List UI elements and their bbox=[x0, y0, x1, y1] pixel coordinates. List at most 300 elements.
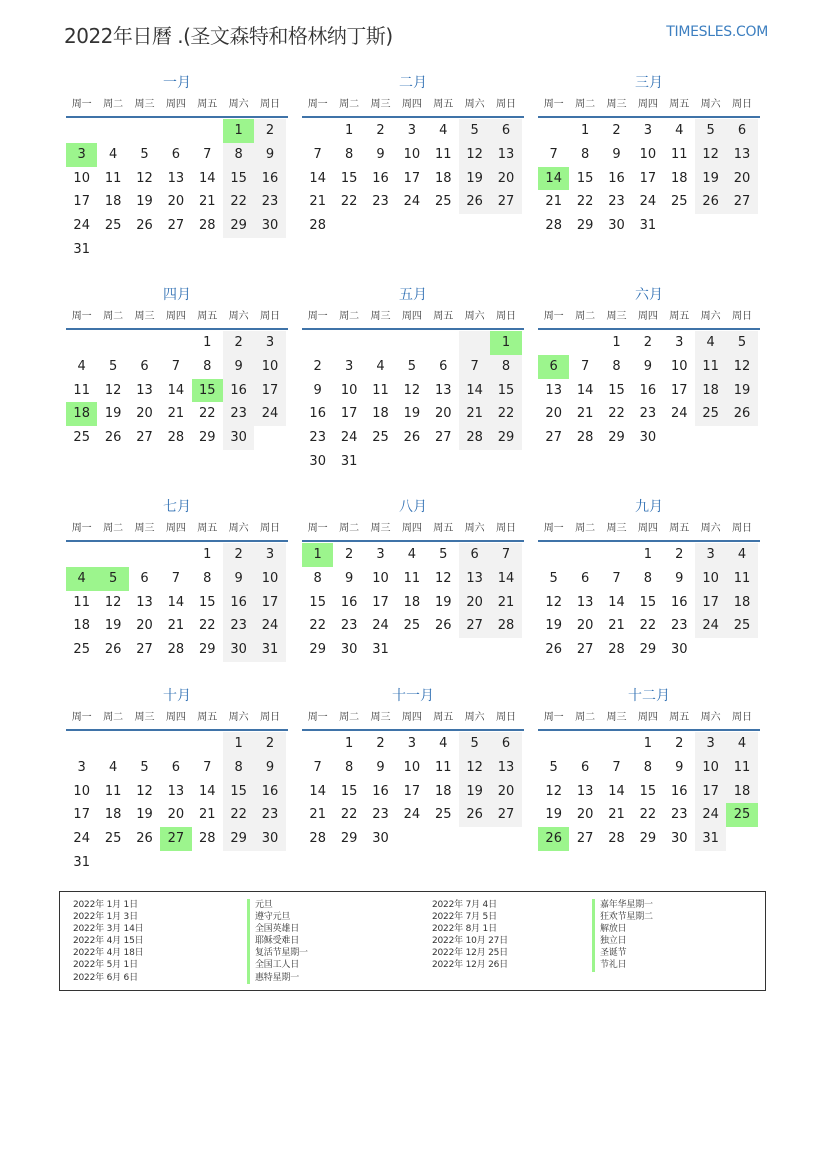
day-cell[interactable]: 21 bbox=[608, 807, 625, 823]
day-cell[interactable]: 10 bbox=[695, 567, 726, 591]
day-cell[interactable]: 10 bbox=[340, 382, 358, 398]
day-cell[interactable]: 25 bbox=[434, 807, 452, 823]
day-cell[interactable]: 29 bbox=[223, 827, 254, 851]
day-cell[interactable]: 17 bbox=[695, 780, 726, 804]
day-cell[interactable]: 13 bbox=[576, 594, 594, 610]
day-cell[interactable]: 12 bbox=[695, 143, 726, 167]
day-cell[interactable]: 28 bbox=[198, 218, 216, 234]
day-cell[interactable]: 7 bbox=[612, 570, 621, 586]
day-cell[interactable]: 22 bbox=[639, 807, 657, 823]
day-cell[interactable]: 1 bbox=[302, 543, 333, 567]
day-cell[interactable]: 16 bbox=[340, 594, 358, 610]
day-cell[interactable]: 4 bbox=[77, 358, 86, 374]
day-cell[interactable]: 11 bbox=[403, 570, 421, 586]
day-cell[interactable]: 29 bbox=[198, 642, 216, 658]
day-cell[interactable]: 10 bbox=[73, 170, 90, 186]
day-cell[interactable]: 16 bbox=[670, 594, 688, 610]
day-cell[interactable]: 28 bbox=[167, 642, 185, 658]
day-cell[interactable]: 6 bbox=[459, 543, 490, 567]
day-cell[interactable]: 25 bbox=[104, 218, 122, 234]
day-cell[interactable]: 22 bbox=[309, 618, 326, 634]
day-cell[interactable]: 15 bbox=[223, 167, 254, 191]
day-cell[interactable]: 15 bbox=[192, 379, 223, 403]
day-cell[interactable]: 1 bbox=[344, 736, 354, 751]
day-cell[interactable]: 26 bbox=[545, 642, 562, 658]
day-cell[interactable]: 19 bbox=[136, 807, 153, 823]
day-cell[interactable]: 2 bbox=[223, 543, 254, 567]
day-cell[interactable]: 22 bbox=[576, 194, 594, 210]
day-cell[interactable]: 13 bbox=[576, 783, 594, 799]
day-cell[interactable]: 12 bbox=[403, 382, 421, 398]
day-cell[interactable]: 14 bbox=[576, 382, 594, 398]
day-cell[interactable]: 3 bbox=[407, 736, 416, 751]
day-cell[interactable]: 3 bbox=[344, 358, 354, 374]
day-cell[interactable]: 4 bbox=[108, 146, 118, 162]
day-cell[interactable]: 31 bbox=[372, 642, 389, 658]
day-cell[interactable]: 27 bbox=[576, 831, 594, 847]
day-cell[interactable]: 12 bbox=[545, 594, 562, 610]
day-cell[interactable]: 8 bbox=[203, 358, 212, 374]
day-cell[interactable]: 30 bbox=[639, 430, 657, 446]
day-cell[interactable]: 18 bbox=[434, 783, 452, 799]
day-cell[interactable]: 5 bbox=[459, 119, 490, 143]
day-cell[interactable]: 18 bbox=[66, 402, 97, 426]
day-cell[interactable]: 18 bbox=[73, 618, 90, 634]
day-cell[interactable]: 20 bbox=[136, 618, 153, 634]
day-cell[interactable]: 17 bbox=[73, 807, 90, 823]
day-cell[interactable]: 11 bbox=[726, 567, 757, 591]
day-cell[interactable]: 10 bbox=[73, 783, 90, 799]
day-cell[interactable]: 22 bbox=[198, 618, 216, 634]
day-cell[interactable]: 16 bbox=[254, 780, 285, 804]
day-cell[interactable]: 4 bbox=[675, 123, 684, 138]
day-cell[interactable]: 16 bbox=[372, 783, 389, 799]
day-cell[interactable]: 18 bbox=[670, 170, 688, 186]
day-cell[interactable]: 20 bbox=[490, 780, 521, 804]
day-cell[interactable]: 9 bbox=[254, 143, 285, 167]
day-cell[interactable]: 6 bbox=[140, 570, 149, 586]
day-cell[interactable]: 6 bbox=[439, 358, 448, 374]
day-cell[interactable]: 5 bbox=[140, 146, 149, 162]
day-cell[interactable]: 9 bbox=[254, 756, 285, 780]
day-cell[interactable]: 20 bbox=[167, 807, 185, 823]
day-cell[interactable]: 17 bbox=[340, 406, 358, 422]
day-cell[interactable]: 4 bbox=[439, 123, 448, 138]
day-cell[interactable]: 29 bbox=[340, 831, 358, 847]
day-cell[interactable]: 10 bbox=[670, 358, 688, 374]
day-cell[interactable]: 30 bbox=[670, 831, 688, 847]
day-cell[interactable]: 4 bbox=[726, 543, 757, 567]
day-cell[interactable]: 18 bbox=[726, 591, 757, 615]
day-cell[interactable]: 24 bbox=[695, 614, 726, 638]
day-cell[interactable]: 27 bbox=[726, 190, 757, 214]
day-cell[interactable]: 4 bbox=[695, 331, 726, 355]
day-cell[interactable]: 8 bbox=[612, 358, 621, 374]
day-cell[interactable]: 19 bbox=[403, 406, 421, 422]
day-cell[interactable]: 31 bbox=[73, 241, 90, 257]
day-cell[interactable]: 5 bbox=[97, 567, 128, 591]
day-cell[interactable]: 26 bbox=[459, 190, 490, 214]
day-cell[interactable]: 19 bbox=[695, 167, 726, 191]
day-cell[interactable]: 18 bbox=[403, 594, 421, 610]
day-cell[interactable]: 21 bbox=[309, 807, 326, 823]
day-cell[interactable]: 2 bbox=[223, 331, 254, 355]
day-cell[interactable]: 28 bbox=[167, 430, 185, 446]
day-cell[interactable]: 24 bbox=[695, 803, 726, 827]
day-cell[interactable]: 31 bbox=[73, 854, 90, 870]
day-cell[interactable]: 16 bbox=[309, 406, 326, 422]
day-cell[interactable]: 5 bbox=[108, 358, 118, 374]
day-cell[interactable]: 16 bbox=[608, 170, 625, 186]
day-cell[interactable]: 2 bbox=[643, 335, 652, 350]
day-cell[interactable]: 24 bbox=[403, 194, 421, 210]
day-cell[interactable]: 30 bbox=[254, 827, 285, 851]
day-cell[interactable]: 23 bbox=[309, 430, 326, 446]
day-cell[interactable]: 17 bbox=[695, 591, 726, 615]
day-cell[interactable]: 17 bbox=[73, 194, 90, 210]
day-cell[interactable]: 3 bbox=[407, 123, 416, 138]
day-cell[interactable]: 30 bbox=[254, 214, 285, 238]
day-cell[interactable]: 1 bbox=[203, 335, 212, 350]
day-cell[interactable]: 2 bbox=[313, 358, 322, 374]
day-cell[interactable]: 2 bbox=[612, 123, 621, 138]
day-cell[interactable]: 12 bbox=[726, 355, 757, 379]
day-cell[interactable]: 26 bbox=[136, 218, 153, 234]
day-cell[interactable]: 25 bbox=[695, 402, 726, 426]
day-cell[interactable]: 22 bbox=[639, 618, 657, 634]
day-cell[interactable]: 6 bbox=[171, 146, 180, 162]
day-cell[interactable]: 9 bbox=[612, 146, 621, 162]
day-cell[interactable]: 1 bbox=[490, 331, 521, 355]
day-cell[interactable]: 3 bbox=[66, 143, 97, 167]
day-cell[interactable]: 9 bbox=[223, 355, 254, 379]
day-cell[interactable]: 5 bbox=[695, 119, 726, 143]
day-cell[interactable]: 30 bbox=[309, 453, 326, 469]
day-cell[interactable]: 28 bbox=[309, 831, 326, 847]
day-cell[interactable]: 6 bbox=[490, 119, 521, 143]
day-cell[interactable]: 22 bbox=[340, 194, 358, 210]
day-cell[interactable]: 21 bbox=[459, 402, 490, 426]
day-cell[interactable]: 18 bbox=[434, 170, 452, 186]
day-cell[interactable]: 11 bbox=[73, 594, 90, 610]
day-cell[interactable]: 9 bbox=[643, 358, 652, 374]
day-cell[interactable]: 11 bbox=[73, 382, 90, 398]
day-cell[interactable]: 28 bbox=[490, 614, 521, 638]
day-cell[interactable]: 7 bbox=[459, 355, 490, 379]
day-cell[interactable]: 16 bbox=[223, 379, 254, 403]
day-cell[interactable]: 27 bbox=[136, 642, 153, 658]
day-cell[interactable]: 6 bbox=[140, 358, 149, 374]
day-cell[interactable]: 18 bbox=[726, 780, 757, 804]
day-cell[interactable]: 4 bbox=[108, 759, 118, 775]
day-cell[interactable]: 7 bbox=[549, 146, 558, 162]
day-cell[interactable]: 20 bbox=[726, 167, 757, 191]
day-cell[interactable]: 16 bbox=[372, 170, 389, 186]
day-cell[interactable]: 12 bbox=[136, 783, 153, 799]
day-cell[interactable]: 1 bbox=[612, 335, 621, 350]
day-cell[interactable]: 20 bbox=[459, 591, 490, 615]
day-cell[interactable]: 14 bbox=[309, 170, 326, 186]
day-cell[interactable]: 23 bbox=[223, 402, 254, 426]
day-cell[interactable]: 15 bbox=[639, 783, 657, 799]
day-cell[interactable]: 26 bbox=[434, 618, 452, 634]
day-cell[interactable]: 12 bbox=[104, 594, 122, 610]
day-cell[interactable]: 29 bbox=[639, 831, 657, 847]
day-cell[interactable]: 14 bbox=[167, 594, 185, 610]
day-cell[interactable]: 9 bbox=[376, 146, 385, 162]
day-cell[interactable]: 14 bbox=[608, 783, 625, 799]
day-cell[interactable]: 25 bbox=[73, 642, 90, 658]
day-cell[interactable]: 15 bbox=[309, 594, 326, 610]
day-cell[interactable]: 9 bbox=[675, 570, 684, 586]
day-cell[interactable]: 1 bbox=[223, 119, 254, 143]
day-cell[interactable]: 26 bbox=[403, 430, 421, 446]
day-cell[interactable]: 8 bbox=[490, 355, 521, 379]
day-cell[interactable]: 3 bbox=[695, 543, 726, 567]
day-cell[interactable]: 10 bbox=[372, 570, 389, 586]
day-cell[interactable]: 9 bbox=[675, 759, 684, 775]
day-cell[interactable]: 11 bbox=[670, 146, 688, 162]
day-cell[interactable]: 22 bbox=[608, 406, 625, 422]
day-cell[interactable]: 25 bbox=[372, 430, 389, 446]
day-cell[interactable]: 19 bbox=[726, 379, 757, 403]
day-cell[interactable]: 8 bbox=[313, 570, 322, 586]
day-cell[interactable]: 2 bbox=[675, 736, 684, 751]
day-cell[interactable]: 21 bbox=[198, 807, 216, 823]
day-cell[interactable]: 23 bbox=[670, 618, 688, 634]
day-cell[interactable]: 2 bbox=[254, 732, 285, 756]
day-cell[interactable]: 12 bbox=[434, 570, 452, 586]
day-cell[interactable]: 13 bbox=[545, 382, 562, 398]
day-cell[interactable]: 18 bbox=[104, 807, 122, 823]
day-cell[interactable]: 22 bbox=[223, 190, 254, 214]
day-cell[interactable]: 7 bbox=[490, 543, 521, 567]
day-cell[interactable]: 21 bbox=[167, 618, 185, 634]
day-cell[interactable]: 3 bbox=[695, 732, 726, 756]
day-cell[interactable]: 26 bbox=[104, 642, 122, 658]
day-cell[interactable]: 13 bbox=[490, 756, 521, 780]
day-cell[interactable]: 21 bbox=[309, 194, 326, 210]
day-cell[interactable]: 6 bbox=[580, 759, 590, 775]
day-cell[interactable]: 1 bbox=[223, 732, 254, 756]
day-cell[interactable]: 7 bbox=[203, 759, 212, 775]
day-cell[interactable]: 29 bbox=[576, 218, 594, 234]
day-cell[interactable]: 24 bbox=[403, 807, 421, 823]
day-cell[interactable]: 13 bbox=[136, 594, 153, 610]
day-cell[interactable]: 2 bbox=[344, 547, 354, 562]
day-cell[interactable]: 4 bbox=[407, 547, 416, 562]
day-cell[interactable]: 20 bbox=[545, 406, 562, 422]
day-cell[interactable]: 19 bbox=[434, 594, 452, 610]
day-cell[interactable]: 28 bbox=[459, 426, 490, 450]
day-cell[interactable]: 27 bbox=[459, 614, 490, 638]
day-cell[interactable]: 21 bbox=[545, 194, 562, 210]
day-cell[interactable]: 20 bbox=[434, 406, 452, 422]
day-cell[interactable]: 28 bbox=[608, 642, 625, 658]
day-cell[interactable]: 1 bbox=[643, 736, 652, 751]
day-cell[interactable]: 14 bbox=[167, 382, 185, 398]
day-cell[interactable]: 11 bbox=[434, 759, 452, 775]
day-cell[interactable]: 10 bbox=[254, 355, 285, 379]
day-cell[interactable]: 8 bbox=[344, 146, 354, 162]
day-cell[interactable]: 21 bbox=[198, 194, 216, 210]
day-cell[interactable]: 30 bbox=[223, 426, 254, 450]
day-cell[interactable]: 26 bbox=[104, 430, 122, 446]
day-cell[interactable]: 17 bbox=[403, 170, 421, 186]
day-cell[interactable]: 21 bbox=[576, 406, 594, 422]
day-cell[interactable]: 7 bbox=[171, 570, 180, 586]
day-cell[interactable]: 23 bbox=[670, 807, 688, 823]
day-cell[interactable]: 16 bbox=[639, 382, 657, 398]
day-cell[interactable]: 28 bbox=[545, 218, 562, 234]
day-cell[interactable]: 10 bbox=[403, 759, 421, 775]
day-cell[interactable]: 22 bbox=[490, 402, 521, 426]
day-cell[interactable]: 25 bbox=[726, 803, 757, 827]
day-cell[interactable]: 27 bbox=[167, 218, 185, 234]
day-cell[interactable]: 24 bbox=[254, 402, 285, 426]
day-cell[interactable]: 26 bbox=[459, 803, 490, 827]
day-cell[interactable]: 29 bbox=[309, 642, 326, 658]
day-cell[interactable]: 8 bbox=[223, 143, 254, 167]
day-cell[interactable]: 9 bbox=[313, 382, 322, 398]
day-cell[interactable]: 17 bbox=[254, 591, 285, 615]
day-cell[interactable]: 8 bbox=[643, 759, 652, 775]
day-cell[interactable]: 30 bbox=[608, 218, 625, 234]
day-cell[interactable]: 21 bbox=[608, 618, 625, 634]
day-cell[interactable]: 27 bbox=[576, 642, 594, 658]
day-cell[interactable]: 8 bbox=[223, 756, 254, 780]
day-cell[interactable]: 27 bbox=[136, 430, 153, 446]
day-cell[interactable]: 27 bbox=[490, 803, 521, 827]
day-cell[interactable]: 8 bbox=[643, 570, 652, 586]
day-cell[interactable]: 14 bbox=[490, 567, 521, 591]
day-cell[interactable]: 1 bbox=[344, 123, 354, 138]
day-cell[interactable]: 25 bbox=[726, 614, 757, 638]
day-cell[interactable]: 5 bbox=[140, 759, 149, 775]
day-cell[interactable]: 5 bbox=[549, 570, 558, 586]
day-cell[interactable]: 19 bbox=[545, 807, 562, 823]
day-cell[interactable]: 18 bbox=[372, 406, 389, 422]
day-cell[interactable]: 23 bbox=[254, 190, 285, 214]
day-cell[interactable]: 20 bbox=[136, 406, 153, 422]
day-cell[interactable]: 7 bbox=[171, 358, 180, 374]
day-cell[interactable]: 2 bbox=[376, 736, 385, 751]
day-cell[interactable]: 24 bbox=[670, 406, 688, 422]
day-cell[interactable]: 1 bbox=[580, 123, 590, 138]
day-cell[interactable]: 23 bbox=[608, 194, 625, 210]
day-cell[interactable]: 7 bbox=[313, 146, 322, 162]
day-cell[interactable]: 5 bbox=[407, 358, 416, 374]
day-cell[interactable]: 13 bbox=[167, 170, 185, 186]
day-cell[interactable]: 11 bbox=[372, 382, 389, 398]
day-cell[interactable]: 2 bbox=[376, 123, 385, 138]
day-cell[interactable]: 12 bbox=[136, 170, 153, 186]
day-cell[interactable]: 22 bbox=[340, 807, 358, 823]
day-cell[interactable]: 29 bbox=[198, 430, 216, 446]
day-cell[interactable]: 6 bbox=[490, 732, 521, 756]
day-cell[interactable]: 22 bbox=[198, 406, 216, 422]
day-cell[interactable]: 27 bbox=[160, 827, 191, 851]
day-cell[interactable]: 12 bbox=[459, 756, 490, 780]
day-cell[interactable]: 5 bbox=[439, 547, 448, 562]
day-cell[interactable]: 30 bbox=[340, 642, 358, 658]
day-cell[interactable]: 31 bbox=[254, 638, 285, 662]
day-cell[interactable]: 9 bbox=[223, 567, 254, 591]
day-cell[interactable]: 25 bbox=[104, 831, 122, 847]
site-logo[interactable]: TIMESLES.COM bbox=[666, 24, 768, 40]
day-cell[interactable]: 3 bbox=[643, 123, 652, 138]
day-cell[interactable]: 23 bbox=[254, 803, 285, 827]
day-cell[interactable]: 14 bbox=[538, 167, 569, 191]
day-cell[interactable]: 23 bbox=[372, 807, 389, 823]
day-cell[interactable]: 25 bbox=[670, 194, 688, 210]
day-cell[interactable]: 23 bbox=[340, 618, 358, 634]
day-cell[interactable]: 29 bbox=[639, 642, 657, 658]
day-cell[interactable]: 15 bbox=[576, 170, 594, 186]
day-cell[interactable]: 24 bbox=[73, 218, 90, 234]
day-cell[interactable]: 4 bbox=[726, 732, 757, 756]
day-cell[interactable]: 13 bbox=[136, 382, 153, 398]
day-cell[interactable]: 17 bbox=[254, 379, 285, 403]
day-cell[interactable]: 24 bbox=[254, 614, 285, 638]
day-cell[interactable]: 14 bbox=[608, 594, 625, 610]
day-cell[interactable]: 18 bbox=[104, 194, 122, 210]
day-cell[interactable]: 25 bbox=[403, 618, 421, 634]
day-cell[interactable]: 15 bbox=[223, 780, 254, 804]
day-cell[interactable]: 11 bbox=[434, 146, 452, 162]
day-cell[interactable]: 7 bbox=[313, 759, 322, 775]
day-cell[interactable]: 19 bbox=[136, 194, 153, 210]
day-cell[interactable]: 25 bbox=[434, 194, 452, 210]
day-cell[interactable]: 14 bbox=[459, 379, 490, 403]
day-cell[interactable]: 17 bbox=[403, 783, 421, 799]
day-cell[interactable]: 29 bbox=[490, 426, 521, 450]
day-cell[interactable]: 13 bbox=[490, 143, 521, 167]
day-cell[interactable]: 5 bbox=[459, 732, 490, 756]
day-cell[interactable]: 29 bbox=[223, 214, 254, 238]
day-cell[interactable]: 13 bbox=[726, 143, 757, 167]
day-cell[interactable]: 15 bbox=[490, 379, 521, 403]
day-cell[interactable]: 31 bbox=[695, 827, 726, 851]
day-cell[interactable]: 5 bbox=[549, 759, 558, 775]
day-cell[interactable]: 3 bbox=[254, 331, 285, 355]
day-cell[interactable]: 14 bbox=[309, 783, 326, 799]
day-cell[interactable]: 23 bbox=[372, 194, 389, 210]
day-cell[interactable]: 3 bbox=[675, 335, 684, 350]
day-cell[interactable]: 19 bbox=[104, 406, 122, 422]
day-cell[interactable]: 7 bbox=[612, 759, 621, 775]
day-cell[interactable]: 8 bbox=[203, 570, 212, 586]
day-cell[interactable]: 19 bbox=[104, 618, 122, 634]
day-cell[interactable]: 10 bbox=[254, 567, 285, 591]
day-cell[interactable]: 13 bbox=[459, 567, 490, 591]
day-cell[interactable]: 12 bbox=[545, 783, 562, 799]
day-cell[interactable]: 11 bbox=[104, 170, 122, 186]
day-cell[interactable]: 9 bbox=[344, 570, 354, 586]
day-cell[interactable]: 27 bbox=[490, 190, 521, 214]
day-cell[interactable]: 26 bbox=[695, 190, 726, 214]
day-cell[interactable]: 16 bbox=[670, 783, 688, 799]
day-cell[interactable]: 24 bbox=[73, 831, 90, 847]
day-cell[interactable]: 3 bbox=[77, 759, 86, 775]
day-cell[interactable]: 26 bbox=[136, 831, 153, 847]
day-cell[interactable]: 31 bbox=[340, 453, 358, 469]
day-cell[interactable]: 24 bbox=[372, 618, 389, 634]
day-cell[interactable]: 17 bbox=[670, 382, 688, 398]
day-cell[interactable]: 30 bbox=[372, 831, 389, 847]
day-cell[interactable]: 31 bbox=[639, 218, 657, 234]
day-cell[interactable]: 6 bbox=[726, 119, 757, 143]
